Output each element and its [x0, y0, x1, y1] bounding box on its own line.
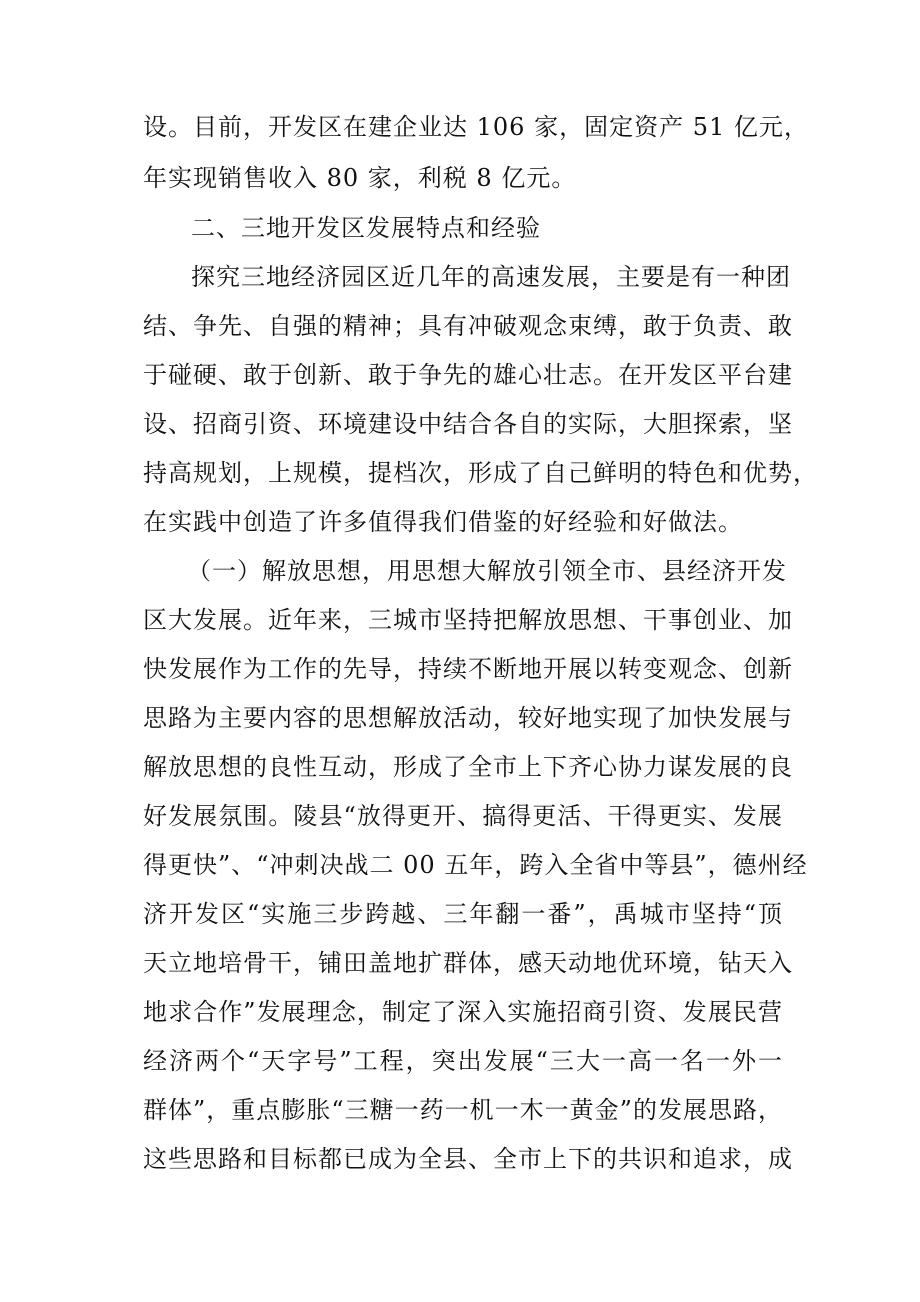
section-heading: 二、三地开发区发展特点和经验	[191, 214, 541, 242]
text-line: 得更快”、“冲刺决战二 00 五年，跨入全省中等县”，德州经	[143, 851, 808, 879]
text-line: 群体”，重点膨胀“三糖一药一机一木一黄金”的发展思路，	[143, 1096, 783, 1124]
text-line: 这些思路和目标都已成为全县、全市上下的共识和追求，成	[143, 1145, 793, 1173]
text-line: 快发展作为工作的先导，持续不断地开展以转变观念、创新	[143, 655, 793, 683]
text-line: 年实现销售收入 80 家，利税 8 亿元。	[143, 164, 577, 192]
text-line: 在实践中创造了许多值得我们借鉴的好经验和好做法。	[143, 508, 743, 536]
text-line: 设、招商引资、环境建设中结合各自的实际，大胆探索，坚	[143, 410, 793, 438]
subsection-heading: （一）解放思想，用思想大解放引领全市、县经济开发	[187, 557, 787, 585]
text-line: 探究三地经济园区近几年的高速发展，主要是有一种团	[191, 263, 791, 291]
text-line: 解放思想的良性互动，形成了全市上下齐心协力谋发展的良	[143, 753, 793, 781]
text-line: 持高规划，上规模，提档次，形成了自己鲜明的特色和优势，	[143, 459, 818, 487]
text-line: 天立地培骨干，铺田盖地扩群体，感天动地优环境，钻天入	[143, 949, 793, 977]
text-line: 区大发展。近年来，三城市坚持把解放思想、干事创业、加	[143, 606, 793, 634]
text-line: 济开发区“实施三步跨越、三年翻一番”，禹城市坚持“顶	[143, 900, 783, 928]
text-line: 地求合作”发展理念，制定了深入实施招商引资、发展民营	[143, 998, 783, 1026]
text-line: 思路为主要内容的思想解放活动，较好地实现了加快发展与	[143, 704, 793, 732]
text-line: 结、争先、自强的精神；具有冲破观念束缚，敢于负责、敢	[143, 312, 793, 340]
text-line: 于碰硬、敢于创新、敢于争先的雄心壮志。在开发区平台建	[143, 361, 793, 389]
text-line: 好发展氛围。陵县“放得更开、搞得更活、干得更实、发展	[143, 802, 783, 830]
text-line: 经济两个“天字号”工程，突出发展“三大一高一名一外一	[143, 1047, 783, 1075]
text-line: 设。目前，开发区在建企业达 106 家，固定资产 51 亿元，	[143, 113, 809, 141]
